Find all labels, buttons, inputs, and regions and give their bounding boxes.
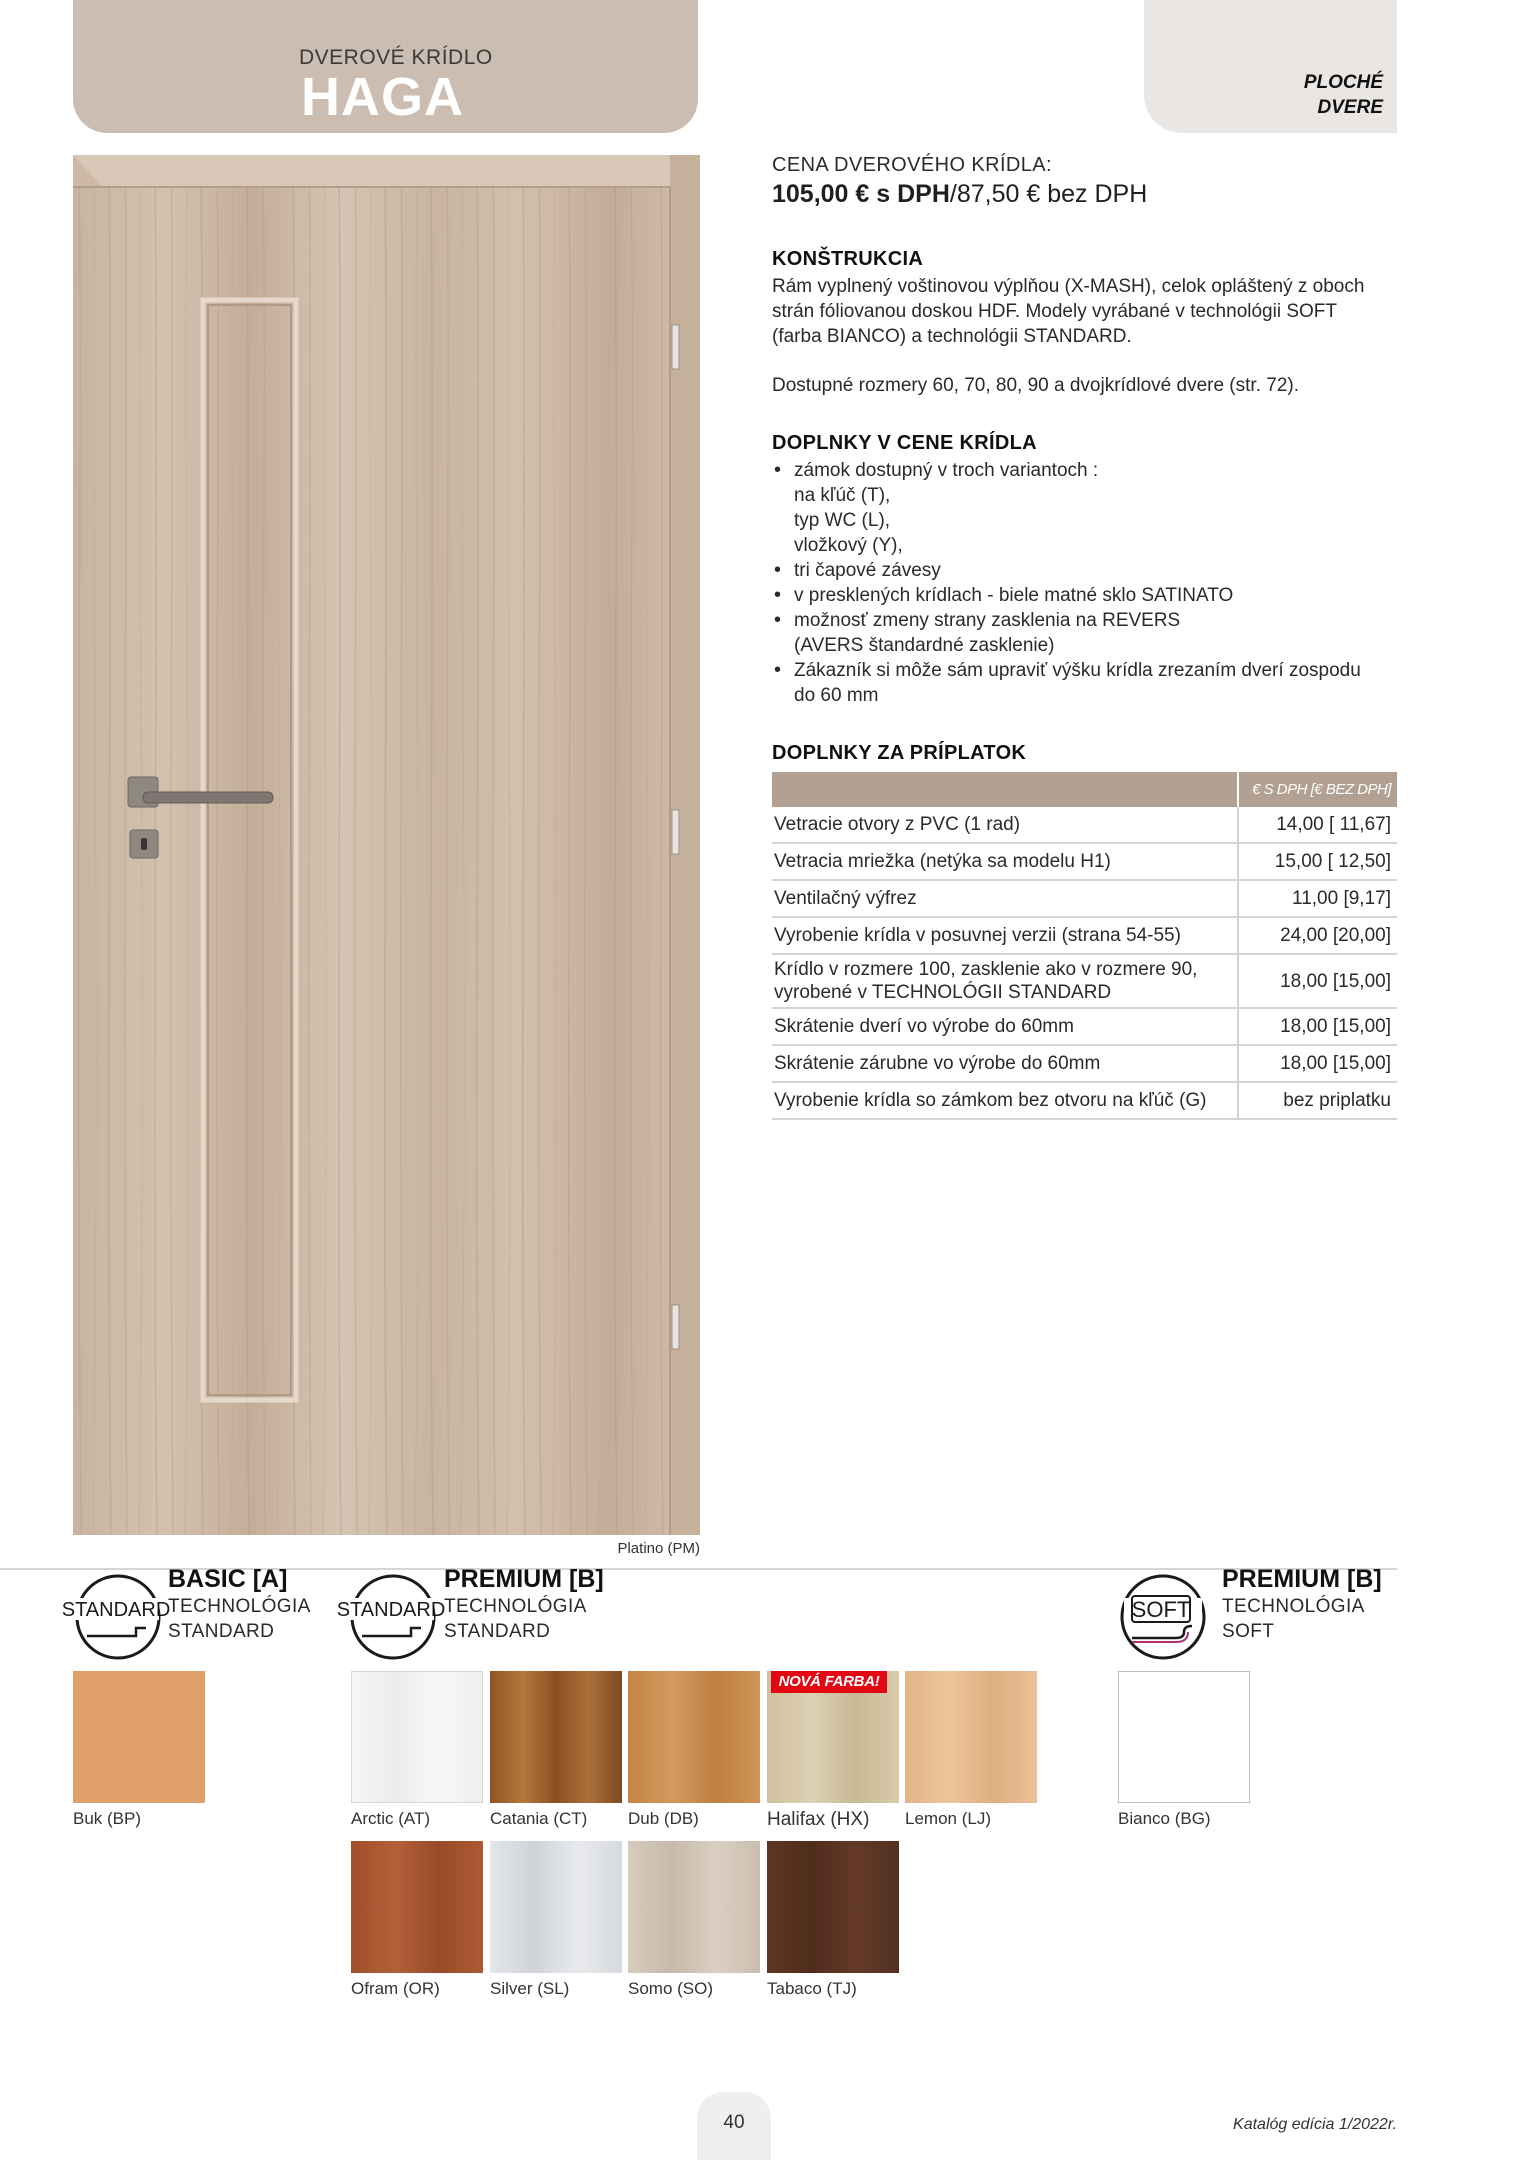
list-item: do 60 mm (794, 685, 879, 706)
price-with-vat: 105,00 € s DPH (772, 180, 950, 208)
badge-basic (61, 1566, 171, 1665)
table-row (772, 1045, 1397, 1082)
badge-subtitle: SOFT (1222, 1621, 1275, 1642)
badge-subtitle: STANDARD (444, 1621, 551, 1642)
badge-subtitle: TECHNOLÓGIA (1222, 1596, 1365, 1617)
catalog-edition: Katalóg edícia 1/2022r. (1233, 2116, 1397, 2133)
list-item: typ WC (L), (794, 510, 891, 531)
surcharge-item (772, 954, 1238, 1008)
swatch-tabaco[interactable] (767, 1841, 899, 1973)
page-number: 40 (723, 2112, 745, 2133)
table-row (772, 843, 1397, 880)
badge-icon-text: STANDARD (336, 1599, 446, 1621)
price-label: CENA DVEROVÉHO KRÍDLA: (772, 154, 1052, 176)
list-item: • zámok dostupný v troch variantoch : (772, 458, 1412, 483)
badge-premium-standard-text (444, 1565, 604, 1644)
surcharge-price: 18,00 [15,00] (1238, 1045, 1397, 1082)
table-row (772, 1008, 1397, 1045)
surcharge-item: Vyrobenie krídla so zámkom bez otvoru na kľúč (G) (772, 1082, 1238, 1119)
new-color-flag: NOVÁ FARBA! (771, 1671, 887, 1693)
construction-line: (farba BIANCO) a technológii STANDARD. (772, 326, 1132, 347)
table-row (772, 954, 1397, 1008)
badge-premium-soft-text (1222, 1565, 1382, 1644)
badge-subtitle: TECHNOLÓGIA (168, 1596, 311, 1617)
swatch-label: Bianco (BG) (1118, 1809, 1211, 1828)
standard-technology-icon (61, 1566, 171, 1660)
surcharge-item: Skrátenie zárubne vo výrobe do 60mm (772, 1045, 1238, 1082)
swatch-ofram[interactable] (351, 1841, 483, 1973)
list-item: • tri čapové závesy (772, 558, 1412, 583)
table-row (772, 880, 1397, 917)
table-header-row (772, 772, 1397, 807)
surcharge-price: 18,00 [15,00] (1238, 954, 1397, 1008)
price-line (772, 180, 1147, 209)
list-item: • Zákazník si môže sám upraviť výšku krídla zrezaním dverí zospodu (772, 658, 1412, 683)
surcharge-heading: DOPLNKY ZA PRÍPLATOK (772, 742, 1027, 764)
swatch-label: Dub (DB) (628, 1809, 699, 1828)
category-tab (1144, 0, 1397, 133)
swatch-silver[interactable] (490, 1841, 622, 1973)
surcharge-price: bez priplatku (1238, 1082, 1397, 1119)
badge-basic-text (168, 1565, 311, 1644)
door-illustration (73, 155, 700, 1535)
surcharge-item: Ventilačný výfrez (772, 880, 1238, 917)
surcharge-price: 14,00 [ 11,67] (1238, 807, 1397, 843)
product-title: HAGA (301, 67, 464, 127)
swatch-bianco[interactable] (1118, 1671, 1250, 1803)
swatch-buk[interactable] (73, 1671, 205, 1803)
list-item: na kľúč (T), (794, 485, 891, 506)
included-list (772, 458, 1412, 708)
surcharge-price: 18,00 [15,00] (1238, 1008, 1397, 1045)
available-sizes: Dostupné rozmery 60, 70, 80, 90 a dvojkrídlové dvere (str. 72). (772, 375, 1299, 396)
list-item: (AVERS štandardné zasklenie) (794, 635, 1055, 656)
category-label (1304, 70, 1383, 120)
surcharge-item: Vyrobenie krídla v posuvnej verzii (strana 54-55) (772, 917, 1238, 954)
badge-title: PREMIUM [B] (444, 1565, 604, 1593)
swatch-label: Lemon (LJ) (905, 1809, 991, 1828)
header-tab (73, 0, 698, 133)
swatch-label: Ofram (OR) (351, 1979, 440, 1998)
swatch-label: Tabaco (TJ) (767, 1979, 857, 1998)
list-item: • v presklených krídlach - biele matné sklo SATINATO (772, 583, 1412, 608)
badge-title: BASIC [A] (168, 1565, 288, 1593)
soft-technology-icon (1118, 1566, 1204, 1660)
swatch-label: Silver (SL) (490, 1979, 570, 1998)
badge-icon-text: STANDARD (61, 1599, 171, 1621)
construction-heading: KONŠTRUKCIA (772, 248, 924, 270)
badge-premium-standard (336, 1566, 446, 1665)
standard-technology-icon (336, 1566, 446, 1660)
construction-line: strán fóliovanou doskou HDF. Modely vyrábané v technológii SOFT (772, 301, 1337, 322)
surcharge-item: Vetracie otvory z PVC (1 rad) (772, 807, 1238, 843)
swatch-label: Halifax (HX) (767, 1809, 870, 1830)
surcharge-item: Vetracia mriežka (netýka sa modelu H1) (772, 843, 1238, 880)
table-header-price: € S DPH [€ BEZ DPH] (1238, 772, 1397, 807)
surcharge-table (772, 772, 1397, 1120)
swatch-label: Catania (CT) (490, 1809, 588, 1828)
badge-icon-text: SOFT (1131, 1597, 1191, 1622)
table-row (772, 917, 1397, 954)
surcharge-price: 24,00 [20,00] (1238, 917, 1397, 954)
list-item: vložkový (Y), (794, 535, 903, 556)
swatch-lemon[interactable] (905, 1671, 1037, 1803)
badge-subtitle: STANDARD (168, 1621, 275, 1642)
table-row (772, 1082, 1397, 1119)
swatch-label: Somo (SO) (628, 1979, 714, 1998)
door-caption: Platino (PM) (617, 1540, 700, 1557)
construction-line: Rám vyplnený voštinovou výplňou (X-MASH), celok opláštený z oboch (772, 276, 1365, 297)
badge-title: PREMIUM [B] (1222, 1565, 1382, 1593)
price-without-vat: /87,50 € bez DPH (949, 180, 1148, 208)
door-image (73, 155, 700, 1535)
table-header-item (772, 772, 1238, 807)
swatch-catania[interactable] (490, 1671, 622, 1803)
included-heading: DOPLNKY V CENE KRÍDLA (772, 432, 1037, 454)
swatch-label: Arctic (AT) (351, 1809, 431, 1828)
list-item: • možnosť zmeny strany zasklenia na REVERS (772, 608, 1412, 633)
product-kicker: DVEROVÉ KRÍDLO (299, 46, 493, 69)
category-line-1: PLOCHÉ (1303, 72, 1383, 93)
construction-text (772, 274, 1412, 349)
table-row (772, 807, 1397, 843)
swatch-dub[interactable] (628, 1671, 760, 1803)
swatch-somo[interactable] (628, 1841, 760, 1973)
swatch-arctic[interactable] (351, 1671, 483, 1803)
surcharge-item-line: Krídlo v rozmere 100, zasklenie ako v rozmere 90, (774, 959, 1198, 980)
surcharge-price: 11,00 [9,17] (1238, 880, 1397, 917)
category-line-2: DVERE (1317, 97, 1383, 118)
badge-subtitle: TECHNOLÓGIA (444, 1596, 587, 1617)
badge-premium-soft (1118, 1566, 1204, 1665)
swatch-label: Buk (BP) (73, 1809, 142, 1828)
surcharge-price: 15,00 [ 12,50] (1238, 843, 1397, 880)
surcharge-item-line: vyrobené v TECHNOLÓGII STANDARD (774, 982, 1112, 1003)
surcharge-item: Skrátenie dverí vo výrobe do 60mm (772, 1008, 1238, 1045)
